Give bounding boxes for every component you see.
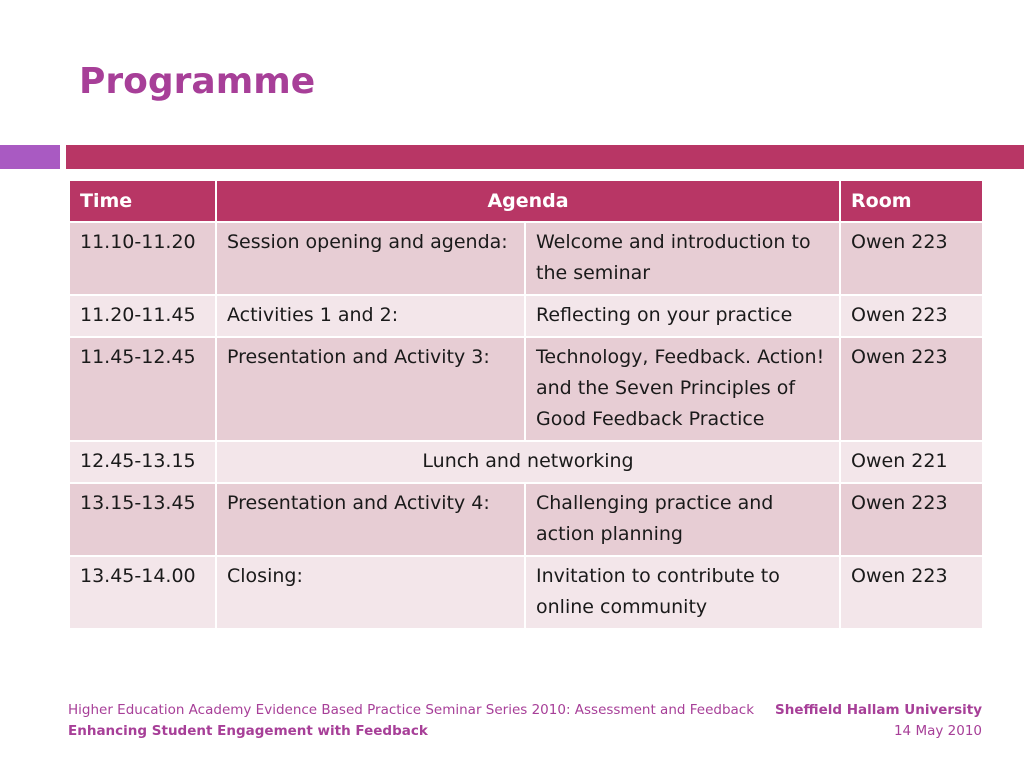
cell-time: 12.45-13.15 xyxy=(69,441,216,483)
cell-activity: Presentation and Activity 3: xyxy=(216,337,525,441)
cell-detail: Technology, Feedback. Action! and the Seven Principles of Good Feedback Practice xyxy=(525,337,840,441)
cell-room: Owen 223 xyxy=(840,483,983,556)
footer-left xyxy=(68,700,754,742)
footer-right xyxy=(775,700,982,742)
footer-series: Higher Education Academy Evidence Based Practice Seminar Series 2010: Assessment and Feedback xyxy=(68,702,755,718)
cell-time: 11.45-12.45 xyxy=(69,337,216,441)
table-row xyxy=(69,337,983,441)
cell-time: 11.20-11.45 xyxy=(69,295,216,337)
cell-room: Owen 223 xyxy=(840,295,983,337)
header-agenda: Agenda xyxy=(216,180,840,222)
cell-detail: Challenging practice and action planning xyxy=(525,483,840,556)
header-room: Room xyxy=(840,180,983,222)
table-header-row xyxy=(69,180,983,222)
cell-room: Owen 223 xyxy=(840,222,983,295)
slide-title: Programme xyxy=(79,61,316,102)
table-row xyxy=(69,222,983,295)
title-rule-bar xyxy=(66,145,1024,169)
cell-room: Owen 223 xyxy=(840,556,983,629)
table-row xyxy=(69,483,983,556)
cell-activity: Presentation and Activity 4: xyxy=(216,483,525,556)
cell-detail: Reflecting on your practice xyxy=(525,295,840,337)
table-row xyxy=(69,441,983,483)
cell-room: Owen 223 xyxy=(840,337,983,441)
programme-table xyxy=(68,179,984,630)
table-row xyxy=(69,556,983,629)
cell-activity: Closing: xyxy=(216,556,525,629)
cell-time: 13.15-13.45 xyxy=(69,483,216,556)
footer-university: Sheffield Hallam University xyxy=(775,702,982,718)
cell-room: Owen 221 xyxy=(840,441,983,483)
cell-activity: Session opening and agenda: xyxy=(216,222,525,295)
cell-time: 11.10-11.20 xyxy=(69,222,216,295)
cell-detail: Invitation to contribute to online community xyxy=(525,556,840,629)
footer-date: 14 May 2010 xyxy=(893,723,982,739)
footer-event: Enhancing Student Engagement with Feedback xyxy=(68,723,428,739)
cell-detail: Welcome and introduction to the seminar xyxy=(525,222,840,295)
table-row xyxy=(69,295,983,337)
cell-activity: Activities 1 and 2: xyxy=(216,295,525,337)
title-rule-accent xyxy=(0,145,60,169)
cell-time: 13.45-14.00 xyxy=(69,556,216,629)
cell-merged-agenda: Lunch and networking xyxy=(216,441,840,483)
header-time: Time xyxy=(69,180,216,222)
